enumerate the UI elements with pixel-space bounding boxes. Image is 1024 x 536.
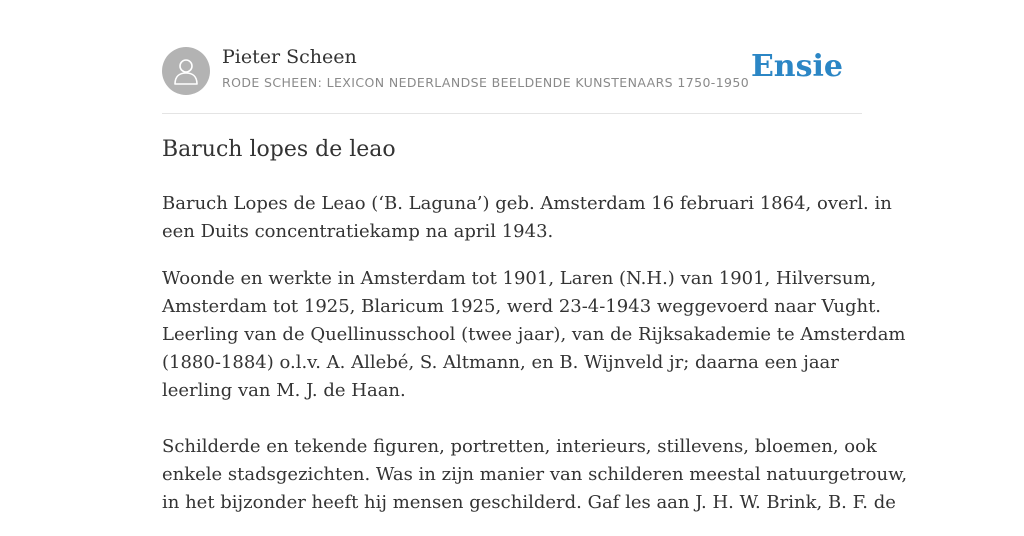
source-title[interactable]: RODE SCHEEN: LEXICON NEDERLANDSE BEELDENDE KUNSTENAARS 1750-1950 (222, 75, 750, 90)
text-line: een Duits concentratiekamp na april 1943. (162, 221, 554, 242)
line-break (162, 405, 862, 433)
article-title: Baruch lopes de leao (162, 137, 396, 162)
text-line: Woonde en werkte in Amsterdam tot 1901, Laren (N.H.) van 1901, Hilversum, (162, 268, 877, 289)
paragraph-intro (162, 190, 892, 246)
brand-logo[interactable]: Ensie (750, 49, 843, 84)
text-line: leerling van M. J. de Haan. (162, 380, 406, 401)
author-avatar[interactable] (162, 47, 210, 95)
text-line: in het bijzonder heeft hij mensen geschilderd. Gaf les aan J. H. W. Brink, B. F. de (162, 492, 896, 513)
text-line: Baruch Lopes de Leao (‘B. Laguna’) geb. Amsterdam 16 februari 1864, overl. in (162, 193, 892, 214)
text-line: Leerling van de Quellinusschool (twee jaar), van de Rijksakademie te Amsterdam (162, 324, 906, 345)
paragraph-residence (162, 265, 908, 517)
article-header (162, 46, 862, 96)
text-line: (1880-1884) o.l.v. A. Allebé, S. Altmann, en B. Wijnveld jr; daarna een jaar (162, 352, 839, 373)
text-line: Schilderde en tekende figuren, portretten, interieurs, stillevens, bloemen, ook (162, 436, 877, 457)
user-silhouette-icon (172, 56, 200, 86)
text-line: Amsterdam tot 1925, Blaricum 1925, werd 23-4-1943 weggevoerd naar Vught. (162, 296, 882, 317)
header-divider (162, 113, 862, 114)
text-line: enkele stadsgezichten. Was in zijn manier van schilderen meestal natuurgetrouw, (162, 464, 908, 485)
author-name[interactable]: Pieter Scheen (222, 46, 357, 68)
article-body (162, 190, 908, 536)
